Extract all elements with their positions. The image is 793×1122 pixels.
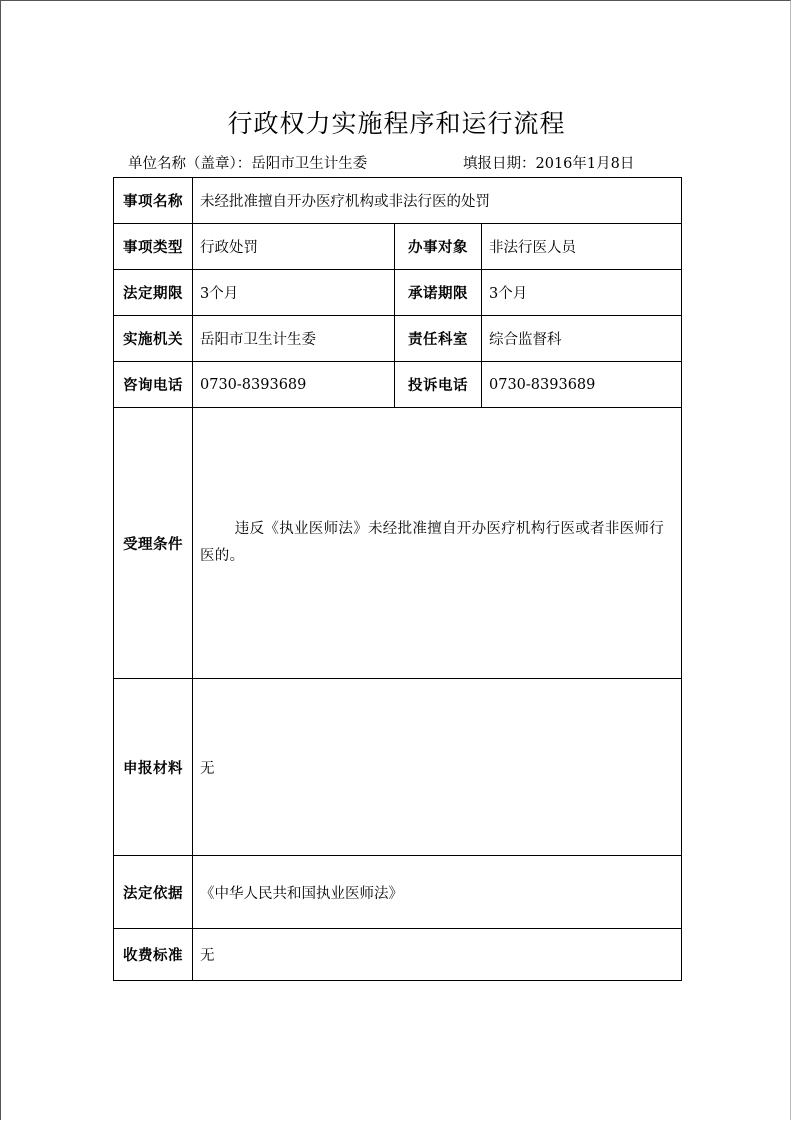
fill-date: 填报日期：2016年1月8日: [463, 156, 635, 172]
target-value: 非法行医人员: [482, 224, 682, 270]
target-label: 办事对象: [395, 224, 482, 270]
consult-phone-label: 咨询电话: [114, 362, 193, 408]
promised-deadline-value: 3个月: [482, 270, 682, 316]
acceptance-label: 受理条件: [114, 408, 193, 679]
fee-value: 无: [193, 929, 682, 981]
materials-label: 申报材料: [114, 679, 193, 856]
table-row: [114, 408, 682, 679]
fee-label: 收费标准: [114, 929, 193, 981]
dept-value: 综合监督科: [482, 316, 682, 362]
info-table: [113, 177, 682, 981]
table-row: [114, 856, 682, 929]
unit-name: 单位名称（盖章）：岳阳市卫生计生委: [128, 156, 368, 172]
materials-value: 无: [193, 679, 682, 856]
table-row: [114, 224, 682, 270]
acceptance-cell: [193, 408, 682, 679]
promised-deadline-label: 承诺期限: [395, 270, 482, 316]
agency-value: 岳阳市卫生计生委: [193, 316, 395, 362]
legal-basis-label: 法定依据: [114, 856, 193, 929]
item-name-label: 事项名称: [114, 178, 193, 224]
item-name-value: 未经批准擅自开办医疗机构或非法行医的处罚: [193, 178, 682, 224]
consult-phone-value: 0730-8393689: [193, 362, 395, 408]
item-type-value: 行政处罚: [193, 224, 395, 270]
dept-label: 责任科室: [395, 316, 482, 362]
table-row: [114, 679, 682, 856]
table-row: [114, 929, 682, 981]
table-row: [114, 362, 682, 408]
legal-deadline-label: 法定期限: [114, 270, 193, 316]
table-row: [114, 178, 682, 224]
acceptance-value: 违反《执业医师法》未经批准擅自开办医疗机构行医或者非医师行医的。: [200, 521, 664, 564]
agency-label: 实施机关: [114, 316, 193, 362]
legal-basis-value: 《中华人民共和国执业医师法》: [193, 856, 682, 929]
table-row: [114, 270, 682, 316]
legal-deadline-value: 3个月: [193, 270, 395, 316]
item-type-label: 事项类型: [114, 224, 193, 270]
complaint-phone-label: 投诉电话: [395, 362, 482, 408]
table-row: [114, 316, 682, 362]
complaint-phone-value: 0730-8393689: [482, 362, 682, 408]
page-title: 行政权力实施程序和运行流程: [227, 109, 566, 138]
